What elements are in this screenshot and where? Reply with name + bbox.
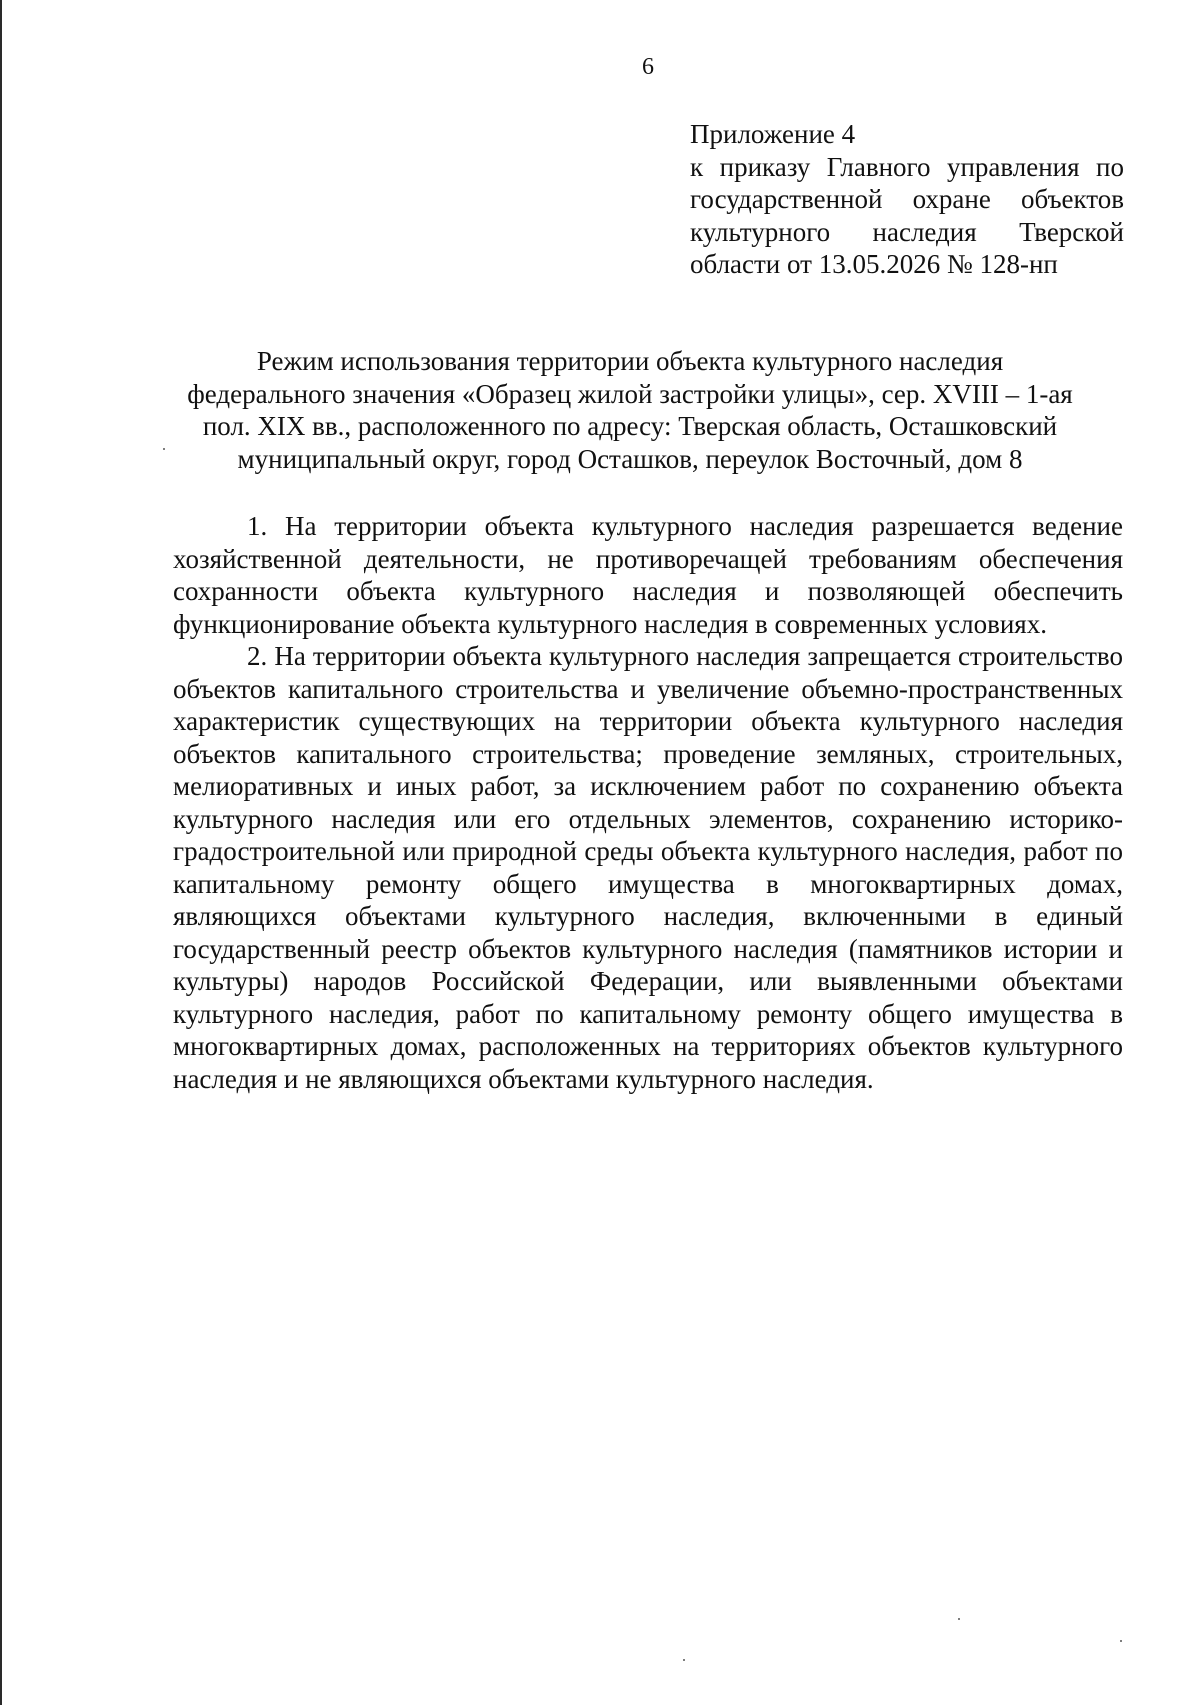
appendix-reference: к приказу Главного управления по государственной охране объектов культурного наследия Тверской области от 13.05.2026 № 128-нп <box>690 151 1124 279</box>
appendix-header <box>690 118 1124 281</box>
scan-edge <box>0 0 2 1705</box>
scan-speck <box>1120 1640 1122 1642</box>
document-title-line: пол. XIX вв., расположенного по адресу: Тверская область, Осташковский <box>202 411 1058 441</box>
page-number: 6 <box>642 54 654 80</box>
paragraph-1: 1. На территории объекта культурного наследия разрешается ведение хозяйственной деятельности, не противоречащей требованиям обеспечения сохранности объекта культурного наследия и позволяющей обеспечить функционирование объекта культурного наследия в современных условиях. <box>173 511 1123 639</box>
scan-speck <box>683 1659 685 1661</box>
appendix-title: Приложение 4 <box>690 119 856 149</box>
paragraph-2: 2. На территории объекта культурного наследия запрещается строительство объектов капитального строительства и увеличение объемно-пространственных характеристик существующих на территории объекта культурного наследия объектов капитального строительства; проведение земляных, строительных, мелиоративных и иных работ, за исключением работ по сохранению объекта культурного наследия или его отдельных элементов, сохранению историко-градостроительной или природной среды объекта культурного наследия, работ по капитальному ремонту общего имущества в многоквартирных домах, являющихся объектами культурного наследия, включенными в единый государственный реестр объектов культурного наследия (памятников истории и культуры) народов Российской Федерации, или выявленными объектами культурного наследия, работ по капитальному ремонту общего имущества в многоквартирных домах, расположенных на территориях объектов культурного наследия и не являющихся объектами культурного наследия. <box>173 641 1123 1094</box>
scan-speck <box>958 1618 960 1620</box>
document-title-line: Режим использования территории объекта культурного наследия <box>256 346 1004 376</box>
document-title-line: муниципальный округ, город Осташков, переулок Восточный, дом 8 <box>237 443 1023 474</box>
document-title-line: федерального значения «Образец жилой застройки улицы», сер. XVIII – 1-ая <box>187 378 1073 409</box>
document-title <box>150 345 1110 475</box>
document-body <box>173 510 1123 1095</box>
scan-speck <box>163 448 165 450</box>
